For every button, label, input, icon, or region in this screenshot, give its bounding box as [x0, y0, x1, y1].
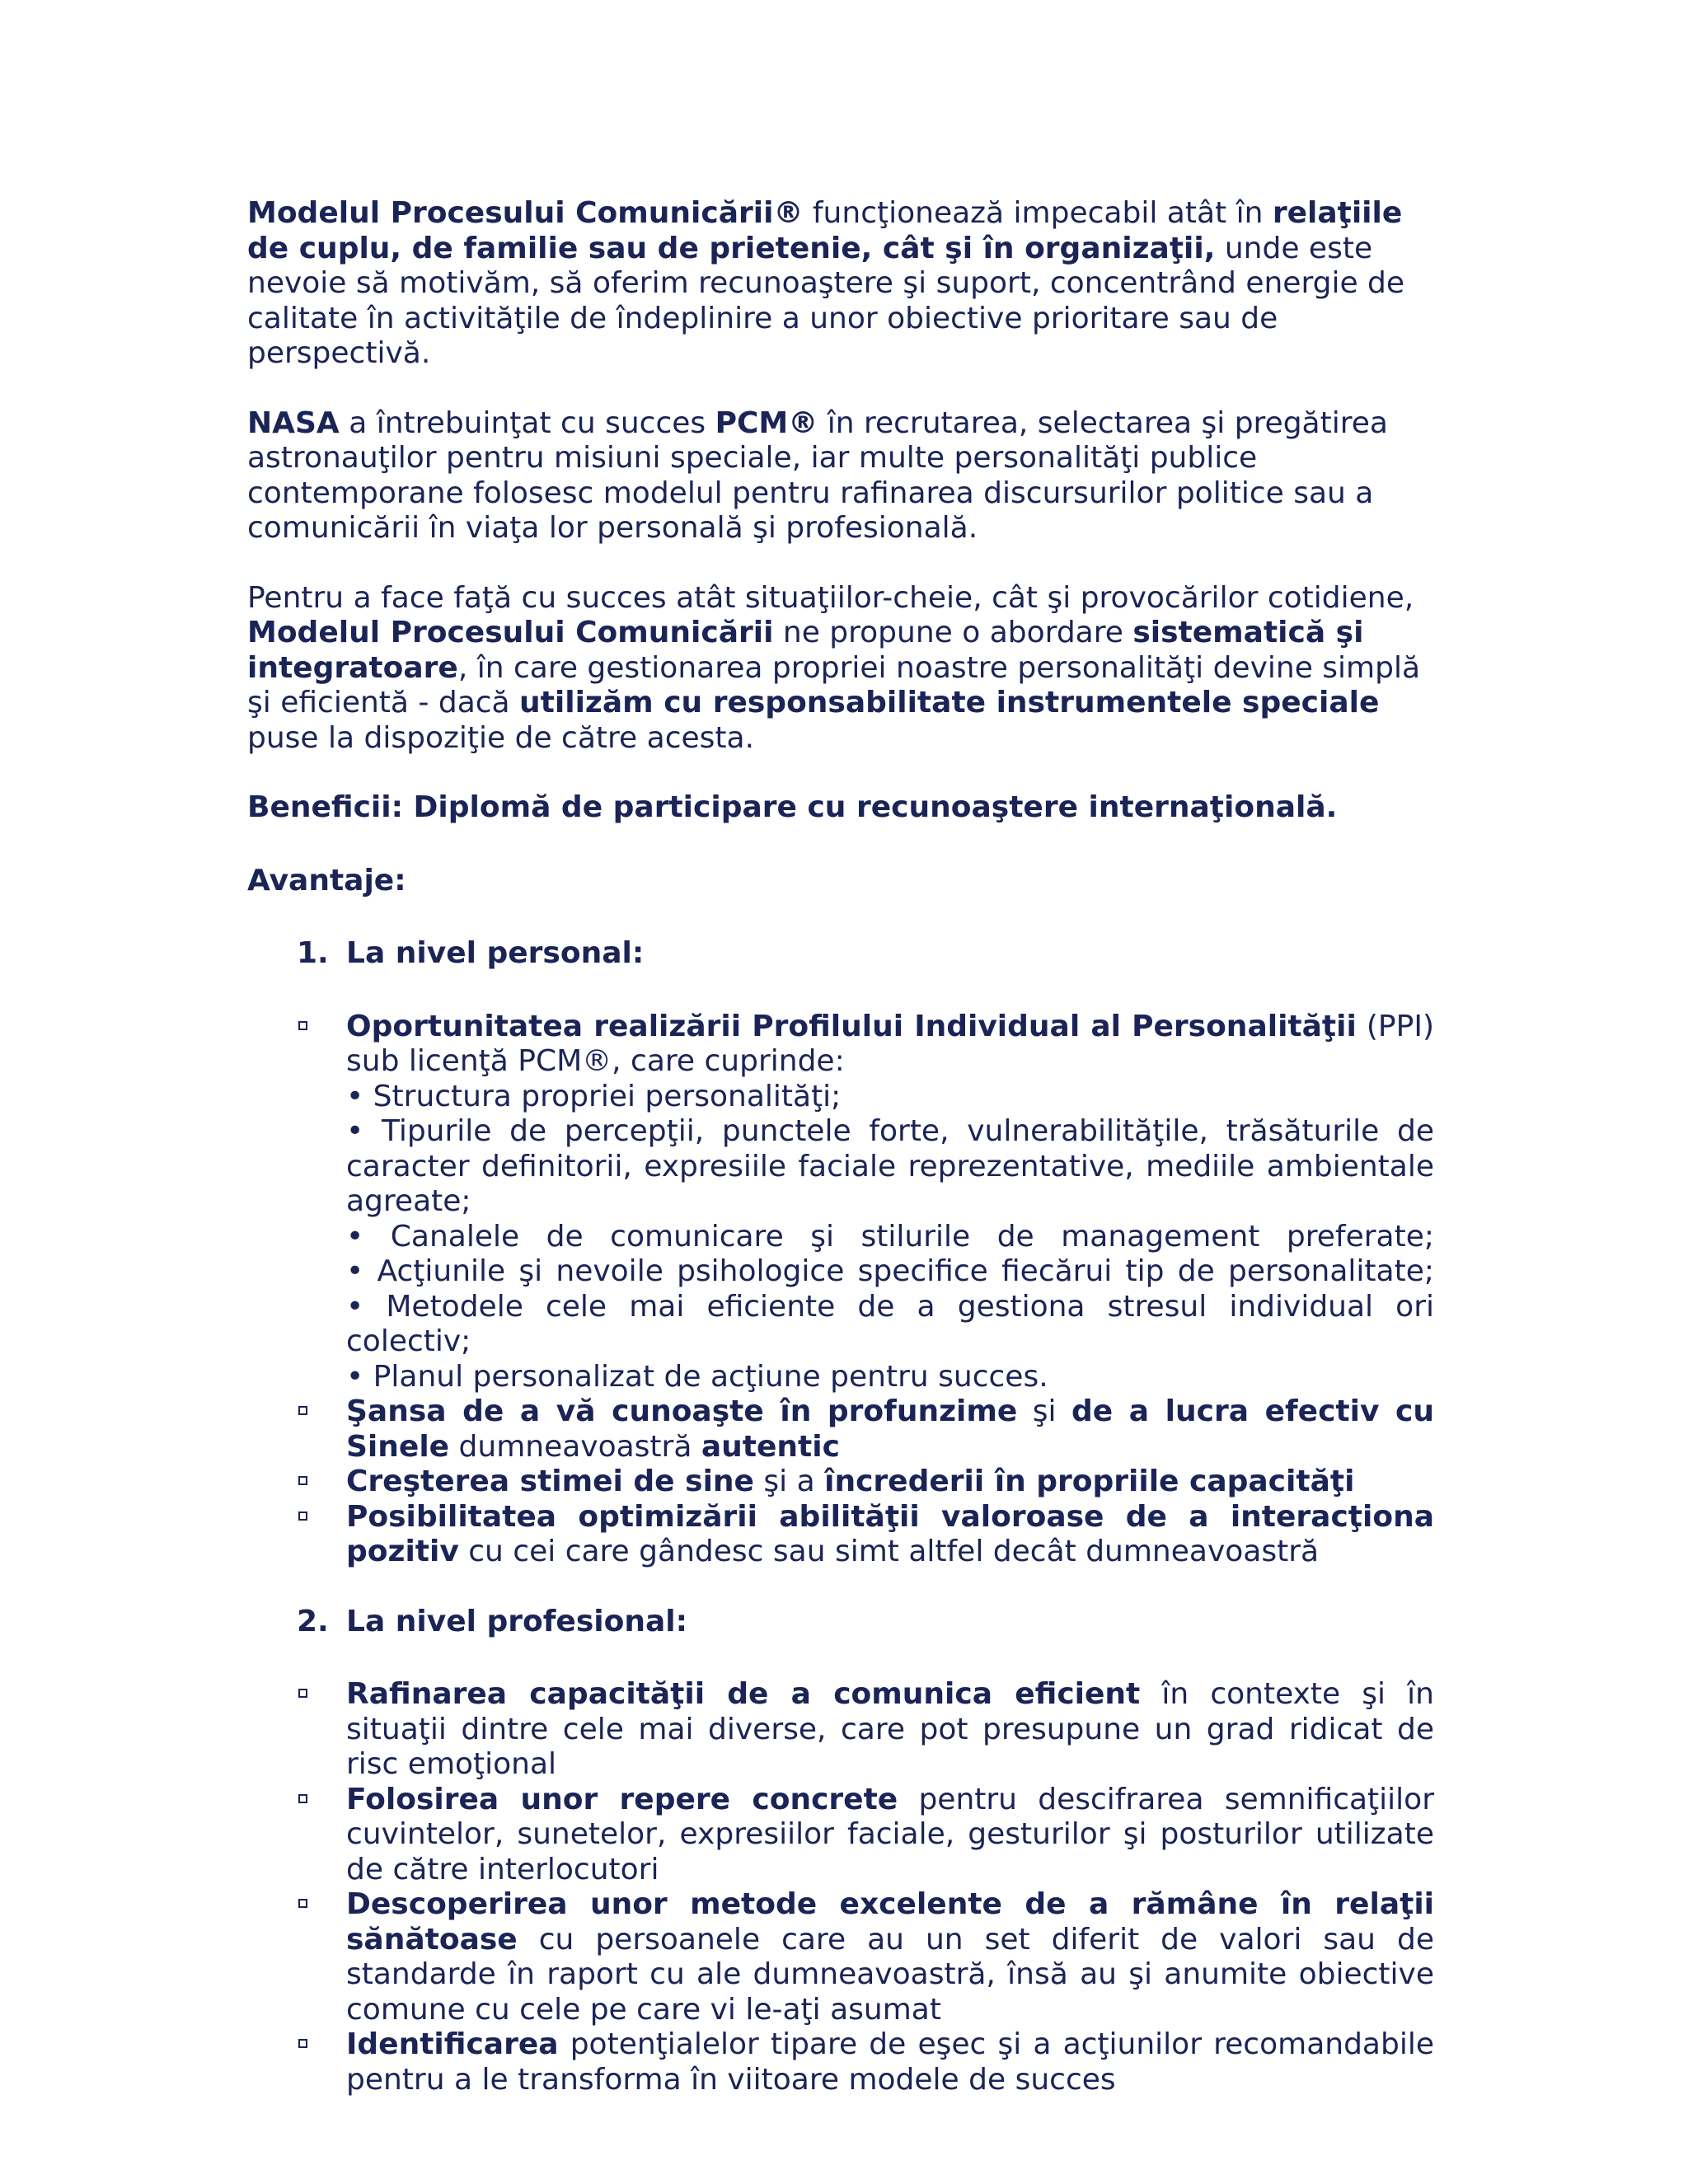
- section-title: La nivel personal:: [346, 936, 645, 970]
- square-bullet-icon: [298, 1689, 307, 1698]
- square-bullet-icon: [298, 1899, 307, 1908]
- benefits-heading: Beneficii: Diplomă de participare cu recunoaştere internaţională.: [247, 790, 1338, 824]
- section-title: La nivel profesional:: [346, 1604, 687, 1638]
- personal-advantages-list: [247, 1010, 1434, 1570]
- square-bullet-icon: [298, 2039, 307, 2048]
- paragraph-intro: Modelul Procesului Comunicării® funcţionează impecabil atât în relaţiile de cuplu, de familie sau de prietenie, cât şi în organizaţii, unde este nevoie să motivăm, să oferim recunoaştere şi suport, concentrând energie de calitate în activităţile de îndeplinire a unor obiective prioritare sau de perspectivă.: [247, 196, 1405, 370]
- sub-list-item: • Metodele cele mai eficiente de a gestiona stresul individual ori colectiv;: [346, 1289, 1434, 1358]
- list-item: Descoperirea unor metode excelente de a rămâne în relaţii sănătoase cu persoanele care au un set diferit de valori sau de standarde în raport cu ale dumneavoastră, însă au şi anumite obiective comune cu cele pe care vi le-aţi asumat: [247, 1887, 1434, 2027]
- section-personal-heading: [247, 936, 1434, 972]
- square-bullet-icon: [298, 1021, 307, 1030]
- sub-list-item: • Acţiunile şi nevoile psihologice specifice fiecărui tip de personalitate;: [346, 1254, 1434, 1288]
- square-bullet-icon: [298, 1794, 307, 1803]
- advantages-heading: Avantaje:: [247, 863, 406, 898]
- sub-list-item: • Planul personalizat de acţiune pentru succes.: [346, 1359, 1048, 1394]
- sub-list-item: • Canalele de comunicare şi stilurile de management preferate;: [346, 1219, 1434, 1254]
- section-number: 1.: [297, 936, 329, 970]
- document-body: [247, 196, 1434, 2132]
- square-bullet-icon: [298, 1406, 307, 1415]
- ppi-contents-list: [346, 1080, 1434, 1395]
- sub-list-item: • Tipurile de percepţii, punctele forte, vulnerabilităţile, trăsăturile de caracter definitorii, expresiile faciale reprezentative, mediile ambientale agreate;: [346, 1114, 1434, 1218]
- square-bullet-icon: [298, 1476, 307, 1485]
- list-item: Oportunitatea realizării Profilului Individual al Personalităţii (PPI) sub licenţă PCM®, care cuprinde: • Structura propriei personalităţi; • Tipurile de percepţii, punctele forte, vulnerabilităţile, trăsăturile de caracter definitorii, expresiile faciale reprezentative, mediile ambientale agreate; • Canalele de comunicare şi stilurile de management preferate; • Acţiunile şi nevoile psihologice specifice fiecărui tip de personalitate; • Metodele cele mai eficiente de a gestiona stresul individual ori colectiv; • Planul personalizat de acţiune pentru succes.: [247, 1010, 1434, 1395]
- list-item: Rafinarea capacităţii de a comunica eficient în contexte şi în situaţii dintre cele mai diverse, care pot presupune un grad ridicat de risc emoţional: [247, 1677, 1434, 1783]
- square-bullet-icon: [298, 1511, 307, 1521]
- list-item: Identificarea potenţialelor tipare de eşec şi a acţiunilor recomandabile pentru a le transforma în viitoare modele de succes: [247, 2027, 1434, 2097]
- list-item: Creşterea stimei de sine şi a încrederii în propriile capacităţi: [247, 1465, 1434, 1500]
- list-item: Şansa de a vă cunoaşte în profunzime şi de a lucra efectiv cu Sinele dumneavoastră autentic: [247, 1394, 1434, 1465]
- list-item: Posibilitatea optimizării abilităţii valoroase de a interacţiona pozitiv cu cei care gândesc sau simt altfel decât dumneavoastră: [247, 1500, 1434, 1570]
- paragraph-approach: Pentru a face faţă cu succes atât situaţiilor-cheie, cât şi provocărilor cotidiene, Modelul Procesului Comunicării ne propune o abordare sistematică şi integratoare, în care gestionarea propriei noastre personalităţi devine simplă şi eficientă - dacă utilizăm cu responsabilitate instrumentele speciale puse la dispoziţie de către acesta.: [247, 580, 1421, 755]
- professional-advantages-list: [247, 1677, 1434, 2097]
- sub-list-item: • Structura propriei personalităţi;: [346, 1079, 842, 1113]
- section-number: 2.: [297, 1604, 329, 1638]
- section-professional-heading: [247, 1605, 1434, 1640]
- list-item: Folosirea unor repere concrete pentru descifrarea semnificaţiilor cuvintelor, sunetelor, expresiilor faciale, gesturilor şi posturilor utilizate de către interlocutori: [247, 1783, 1434, 1888]
- paragraph-nasa: NASA a întrebuinţat cu succes PCM® în recrutarea, selectarea şi pregătirea astronauţilor pentru misiuni speciale, iar multe personalităţi publice contemporane folosesc modelul pentru rafinarea discursurilor politice sau a comunicării în viaţa lor personală şi profesională.: [247, 405, 1388, 545]
